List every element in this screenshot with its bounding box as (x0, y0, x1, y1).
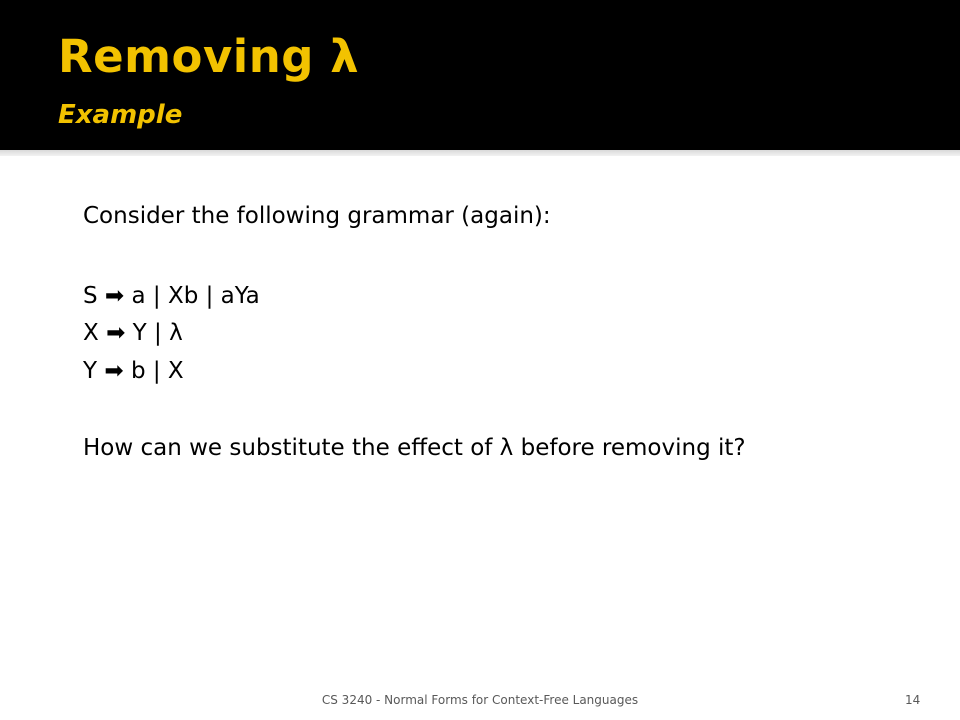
slide-title: Removing λ (58, 30, 360, 83)
grammar-rule-x: X ➡ Y | λ (83, 320, 183, 346)
slide-footer: CS 3240 - Normal Forms for Context-Free Languages (321, 693, 639, 707)
grammar-rule-s: S ➡ a | Xb | aYa (83, 283, 260, 309)
page-number: 14 (905, 693, 921, 707)
intro-text: Consider the following grammar (again): (83, 203, 551, 229)
question-text: How can we substitute the effect of λ before removing it? (83, 435, 746, 461)
grammar-rule-y: Y ➡ b | X (83, 358, 184, 384)
header-divider (0, 150, 960, 156)
title-bar (0, 0, 960, 150)
slide-subtitle: Example (58, 100, 183, 130)
